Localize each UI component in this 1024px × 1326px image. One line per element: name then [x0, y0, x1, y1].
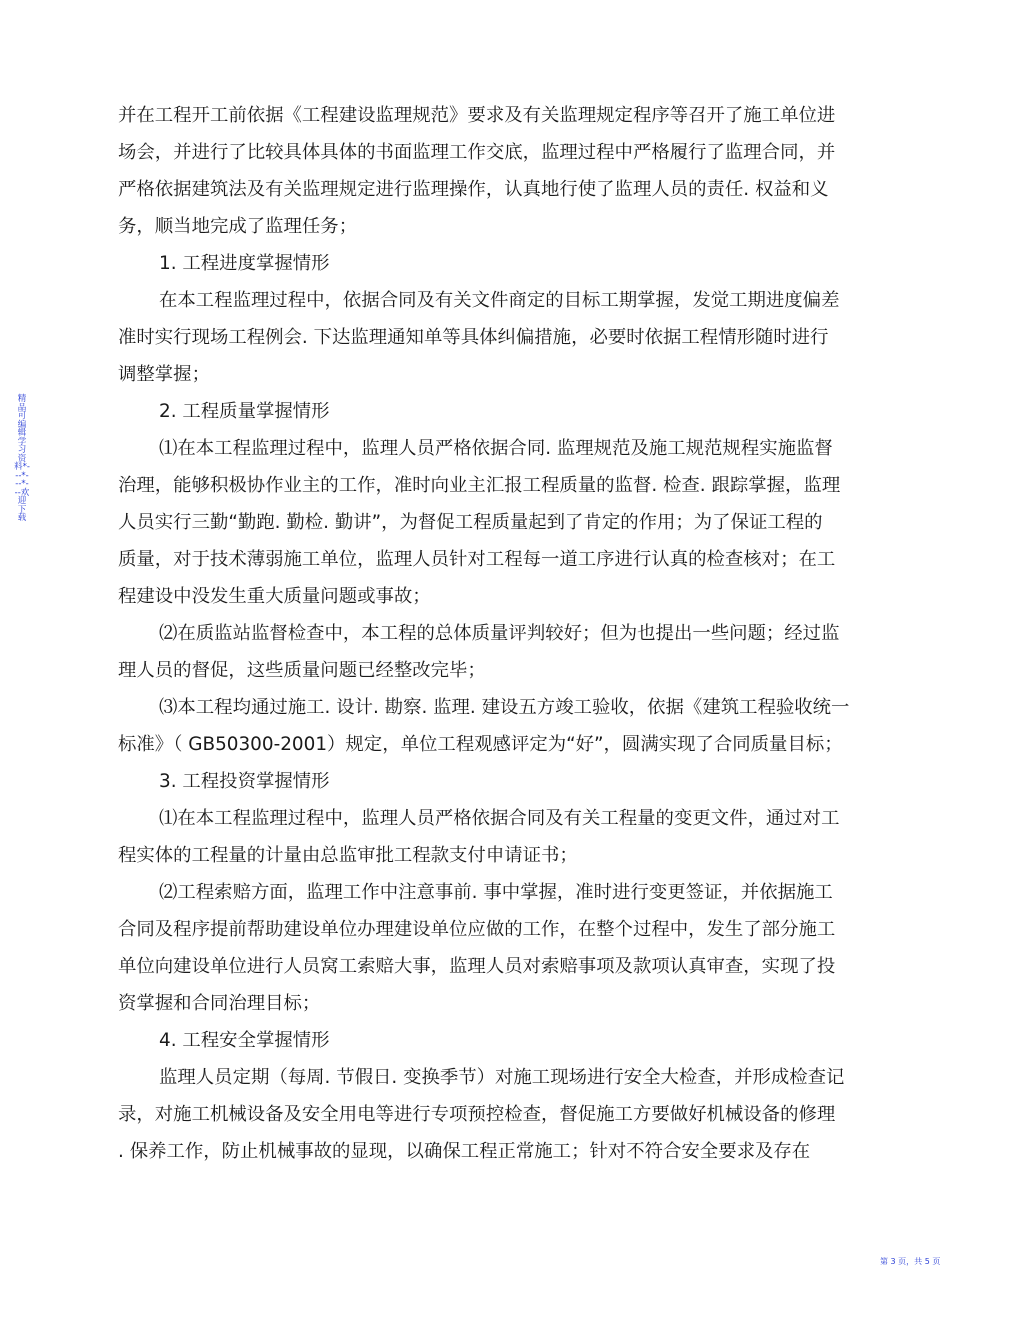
- paragraph-line: ⑴在本工程监理过程中，监理人员严格依据合同及有关工程量的变更文件，通过对工: [159, 808, 840, 829]
- document-body: [118, 97, 856, 1170]
- paragraph-line: 资掌握和合同治理目标；: [118, 993, 321, 1014]
- paragraph-line: 并在工程开工前依据《工程建设监理规范》要求及有关监理规定程序等召开了施工单位进: [118, 105, 836, 126]
- paragraph-line: ⑴在本工程监理过程中，监理人员严格依据合同. 监理规范及施工规范规程实施监督: [159, 438, 833, 459]
- paragraph-line: ⑵在质监站监督检查中，本工程的总体质量评判较好；但为也提出一些问题；经过监: [159, 623, 840, 644]
- paragraph-line: 准时实行现场工程例会. 下达监理通知单等具体纠偏措施，必要时依据工程情形随时进行: [118, 327, 829, 348]
- paragraph-line: 在本工程监理过程中，依据合同及有关文件商定的目标工期掌握，发觉工期进度偏差: [159, 290, 840, 311]
- section-heading: 4. 工程安全掌握情形: [159, 1030, 330, 1051]
- page-number: 第 3 页，共 5 页: [880, 1257, 941, 1266]
- paragraph-line: 合同及程序提前帮助建设单位办理建设单位应做的工作，在整个过程中，发生了部分施工: [118, 919, 836, 940]
- section-heading: 2. 工程质量掌握情形: [159, 401, 330, 422]
- paragraph-line: 程建设中没发生重大质量问题或事故；: [118, 586, 431, 607]
- paragraph-line: 务，顺当地完成了监理任务；: [118, 216, 358, 237]
- paragraph-line: 单位向建设单位进行人员窝工索赔大事，监理人员对索赔事项及款项认真审查，实现了投: [118, 956, 836, 977]
- paragraph-line: ⑶本工程均通过施工. 设计. 勘察. 监理. 建设五方竣工验收，依据《建筑工程验收统一: [159, 697, 850, 718]
- paragraph-line: 治理，能够积极协作业主的工作，准时向业主汇报工程质量的监督. 检查. 跟踪掌握，监理: [118, 475, 841, 496]
- paragraph-line: 质量，对于技术薄弱施工单位，监理人员针对工程每一道工序进行认真的检查核对；在工: [118, 549, 836, 570]
- paragraph-line: 严格依据建筑法及有关监理规定进行监理操作，认真地行使了监理人员的责任. 权益和义: [118, 179, 829, 200]
- paragraph-line: ⑵工程索赔方面，监理工作中注意事前. 事中掌握，准时进行变更签证，并依据施工: [159, 882, 833, 903]
- side-watermark-note: 精品可编辑学习资料*---*---*---欢迎下载: [14, 394, 30, 523]
- paragraph-line: 场会，并进行了比较具体具体的书面监理工作交底，监理过程中严格履行了监理合同，并: [118, 142, 836, 163]
- paragraph-line: 理人员的督促，这些质量问题已经整改完毕；: [118, 660, 486, 681]
- paragraph-line: 人员实行三勤“勤跑. 勤检. 勤讲”，为督促工程质量起到了肯定的作用；为了保证工程的: [118, 512, 823, 533]
- paragraph-line: 调整掌握；: [118, 364, 210, 385]
- paragraph-line: . 保养工作，防止机械事故的显现，以确保工程正常施工；针对不符合安全要求及存在: [118, 1141, 811, 1162]
- section-heading: 1. 工程进度掌握情形: [159, 253, 330, 274]
- paragraph-line: 录，对施工机械设备及安全用电等进行专项预控检查，督促施工方要做好机械设备的修理: [118, 1104, 836, 1125]
- section-heading: 3. 工程投资掌握情形: [159, 771, 330, 792]
- paragraph-line: 程实体的工程量的计量由总监审批工程款支付申请证书；: [118, 845, 578, 866]
- paragraph-line: 标准》（ GB50300-2001）规定，单位工程观感评定为“好”，圆满实现了合同质量目标；: [118, 734, 843, 755]
- paragraph-line: 监理人员定期（每周. 节假日. 变换季节）对施工现场进行安全大检查，并形成检查记: [159, 1067, 845, 1088]
